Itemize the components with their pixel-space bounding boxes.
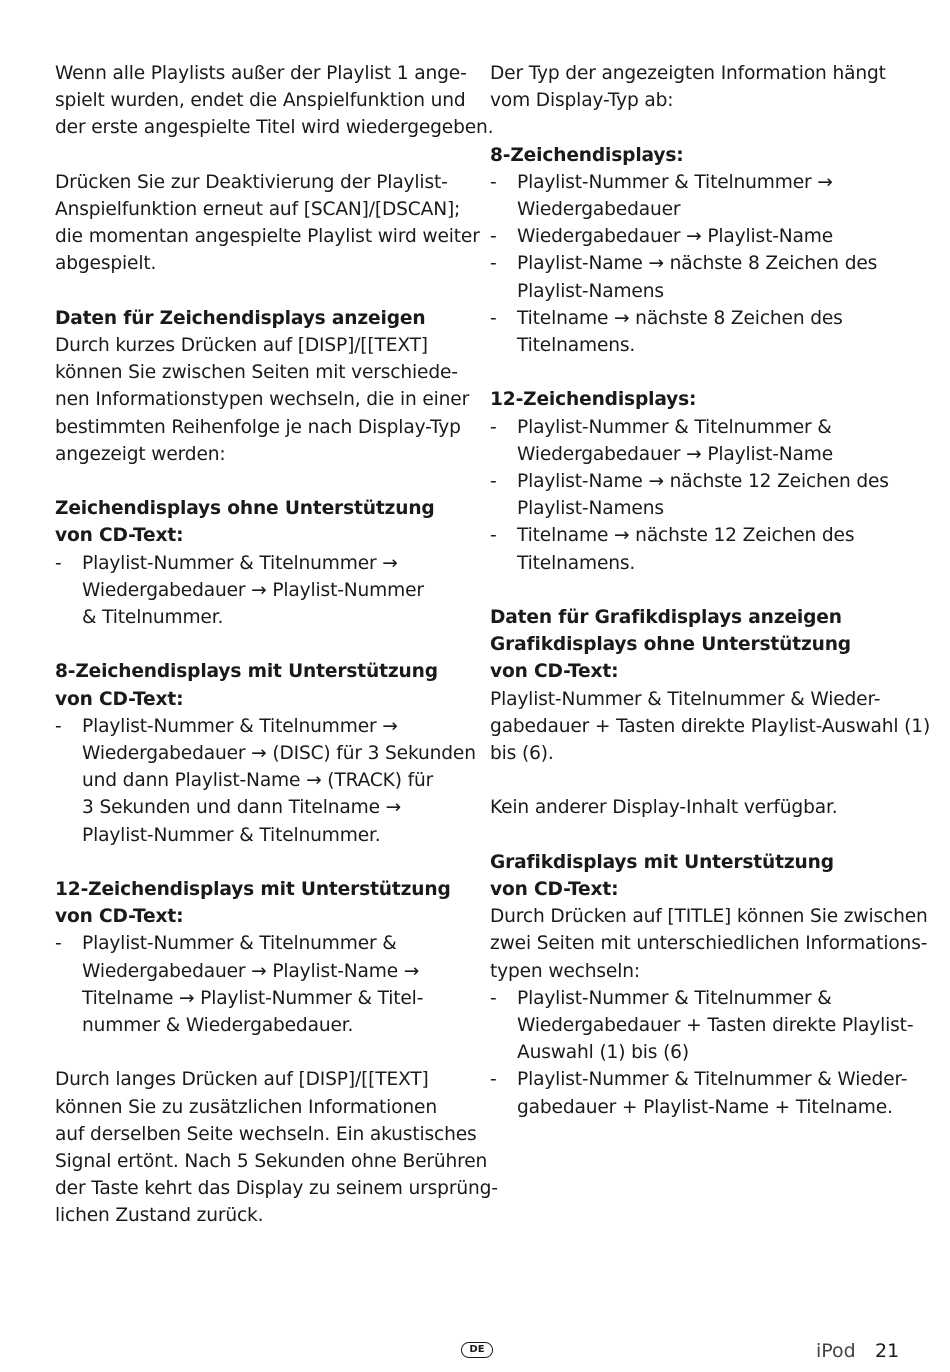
text-line: typen wechseln: bbox=[490, 960, 640, 982]
paragraph-no-other-content bbox=[490, 794, 905, 821]
list-item bbox=[55, 550, 465, 632]
list-item-line: Playlist-Namens bbox=[517, 498, 664, 520]
paragraph-scan-deactivate bbox=[55, 169, 480, 278]
text-line: Grafikdisplays mit Unterstützung bbox=[490, 851, 834, 873]
heading-graphic-displays: Daten für Grafikdisplays anzeigen bbox=[490, 607, 842, 629]
paragraph-long-press bbox=[55, 1066, 498, 1229]
list-item-line: Playlist-Nummer & Titelnummer & Wieder- bbox=[517, 1069, 908, 1091]
text-line: von CD-Text: bbox=[55, 906, 184, 928]
list-dash: - bbox=[490, 226, 497, 248]
text-line: der erste angespielte Titel wird wiedergegeben. bbox=[55, 117, 494, 139]
list-item-line: 3 Sekunden und dann Titelname → bbox=[82, 797, 402, 819]
text-line: bestimmten Reihenfolge je nach Display-Typ bbox=[55, 416, 461, 438]
footer-product-label: iPod bbox=[816, 1340, 856, 1362]
list-item-line: & Titelnummer. bbox=[82, 607, 224, 629]
list-12char-cdtext bbox=[55, 930, 465, 1039]
list-item-line: Auswahl (1) bis (6) bbox=[517, 1042, 689, 1064]
list-item bbox=[55, 713, 476, 849]
list-item-line: Wiedergabedauer → Playlist-Nummer bbox=[82, 579, 424, 601]
list-dash: - bbox=[490, 987, 497, 1009]
list-item-line: Playlist-Nummer & Titelnummer. bbox=[82, 824, 381, 846]
list-item bbox=[490, 223, 905, 250]
list-item bbox=[490, 250, 905, 304]
list-dash: - bbox=[55, 552, 62, 574]
list-item-line: Wiedergabedauer bbox=[517, 199, 681, 220]
list-item-line: und dann Playlist-Name → (TRACK) für bbox=[82, 770, 434, 792]
text-line: gabedauer + Tasten direkte Playlist-Auswahl (1) bbox=[490, 715, 931, 737]
list-dash: - bbox=[490, 416, 497, 438]
text-line: lichen Zustand zurück. bbox=[55, 1205, 264, 1227]
list-item-line: Wiedergabedauer → Playlist-Name bbox=[517, 443, 834, 465]
text-line: Durch kurzes Drücken auf [DISP]/[[TEXT] bbox=[55, 335, 428, 356]
heading-character-displays: Daten für Zeichendisplays anzeigen bbox=[55, 307, 426, 329]
text-line: von CD-Text: bbox=[490, 661, 619, 683]
list-item-line: nummer & Wiedergabedauer. bbox=[82, 1015, 354, 1037]
list-12char-displays bbox=[490, 414, 905, 577]
list-dash: - bbox=[490, 1069, 497, 1091]
text-line: abgespielt. bbox=[55, 253, 157, 275]
list-item bbox=[490, 985, 914, 1067]
list-8char-displays bbox=[490, 169, 905, 359]
list-item-line: Playlist-Nummer & Titelnummer & bbox=[82, 933, 397, 955]
text-line: zwei Seiten mit unterschiedlichen Informations- bbox=[490, 933, 928, 955]
text-line: angezeigt werden: bbox=[55, 443, 226, 465]
text-line: Grafikdisplays ohne Unterstützung bbox=[490, 634, 851, 656]
list-dash: - bbox=[490, 307, 497, 329]
text-line: Playlist-Nummer & Titelnummer & Wieder- bbox=[490, 688, 881, 710]
text-line: bis (6). bbox=[490, 743, 554, 765]
paragraph-title-press bbox=[490, 903, 928, 985]
list-item-line: Playlist-Name → nächste 8 Zeichen des bbox=[517, 253, 878, 275]
right-column bbox=[490, 60, 931, 1148]
list-item bbox=[490, 305, 905, 359]
heading-12char-displays: 12-Zeichendisplays: bbox=[490, 389, 697, 411]
list-dash: - bbox=[490, 253, 497, 275]
text-line: von CD-Text: bbox=[490, 879, 619, 901]
list-dash: - bbox=[55, 715, 62, 737]
text-line: Wenn alle Playlists außer der Playlist 1 ange- bbox=[55, 63, 467, 84]
heading-8char-cdtext bbox=[55, 658, 465, 712]
list-item-line: Titelname → nächste 8 Zeichen des bbox=[517, 307, 843, 329]
list-graphic-cdtext bbox=[490, 985, 914, 1121]
list-item bbox=[490, 1066, 908, 1120]
paragraph-display-type bbox=[490, 60, 905, 114]
list-item-line: Titelname → nächste 12 Zeichen des bbox=[517, 525, 855, 547]
list-item-line: Playlist-Nummer & Titelnummer → bbox=[82, 552, 398, 574]
text-line: Signal ertönt. Nach 5 Sekunden ohne Berühren bbox=[55, 1151, 488, 1173]
text-line: können Sie zu zusätzlichen Informationen bbox=[55, 1096, 437, 1118]
list-item-line: Titelnamens. bbox=[517, 552, 636, 574]
list-item-line: Playlist-Nummer & Titelnummer → bbox=[82, 715, 398, 737]
text-line: 12-Zeichendisplays mit Unterstützung bbox=[55, 879, 451, 901]
language-badge: DE bbox=[461, 1342, 493, 1358]
list-no-cdtext bbox=[55, 550, 465, 632]
paragraph-graphic-no-cdtext bbox=[490, 686, 931, 768]
text-line: Drücken Sie zur Deaktivierung der Playlist- bbox=[55, 171, 448, 193]
list-item bbox=[55, 930, 465, 1039]
heading-graphic-no-cdtext bbox=[490, 631, 905, 685]
list-item bbox=[490, 414, 905, 468]
list-dash: - bbox=[490, 471, 497, 493]
list-item-line: Titelname → Playlist-Nummer & Titel- bbox=[82, 987, 424, 1009]
list-item-line: Playlist-Name → nächste 12 Zeichen des bbox=[517, 471, 889, 493]
text-line: spielt wurden, endet die Anspielfunktion und bbox=[55, 90, 466, 112]
list-item-line: Playlist-Nummer & Titelnummer & bbox=[517, 987, 832, 1009]
text-line: Der Typ der angezeigten Information hängt bbox=[490, 63, 886, 84]
heading-graphic-cdtext bbox=[490, 849, 905, 903]
list-dash: - bbox=[490, 525, 497, 547]
heading-12char-cdtext bbox=[55, 876, 465, 930]
list-item bbox=[490, 468, 905, 522]
list-item-line: Wiedergabedauer + Tasten direkte Playlist- bbox=[517, 1015, 914, 1037]
paragraph-playlist-scan-end bbox=[55, 60, 494, 142]
text-line: Durch langes Drücken auf [DISP]/[[TEXT] bbox=[55, 1069, 429, 1091]
list-item-line: Titelnamens. bbox=[517, 335, 636, 357]
text-line: Kein anderer Display-Inhalt verfügbar. bbox=[490, 797, 838, 819]
list-item-line: Playlist-Nummer & Titelnummer → bbox=[517, 171, 833, 193]
list-dash: - bbox=[490, 171, 497, 193]
list-item-line: Wiedergabedauer → (DISC) für 3 Sekunden bbox=[82, 743, 476, 765]
text-line: vom Display-Typ ab: bbox=[490, 90, 674, 112]
text-line: von CD-Text: bbox=[55, 688, 184, 710]
list-8char-cdtext bbox=[55, 713, 476, 849]
list-item-line: Playlist-Nummer & Titelnummer & bbox=[517, 416, 832, 438]
list-item-line: Wiedergabedauer → Playlist-Name → bbox=[82, 960, 420, 982]
text-line: Zeichendisplays ohne Unterstützung bbox=[55, 498, 435, 520]
heading-8char-displays: 8-Zeichendisplays: bbox=[490, 144, 684, 166]
list-item bbox=[490, 169, 905, 223]
text-line: von CD-Text: bbox=[55, 525, 184, 547]
list-item bbox=[490, 522, 905, 576]
paragraph-short-press bbox=[55, 332, 470, 468]
text-line: Anspielfunktion erneut auf [SCAN]/[DSCAN]; bbox=[55, 199, 461, 220]
heading-no-cdtext bbox=[55, 495, 465, 549]
text-line: der Taste kehrt das Display zu seinem ursprüng- bbox=[55, 1178, 498, 1200]
text-line: Durch Drücken auf [TITLE] können Sie zwischen bbox=[490, 906, 928, 928]
list-item-line: gabedauer + Playlist-Name + Titelname. bbox=[517, 1096, 893, 1118]
text-line: auf derselben Seite wechseln. Ein akustisches bbox=[55, 1123, 477, 1145]
list-dash: - bbox=[55, 933, 62, 955]
left-column bbox=[55, 60, 498, 1257]
text-line: 8-Zeichendisplays mit Unterstützung bbox=[55, 661, 438, 683]
list-item-line: Wiedergabedauer → Playlist-Name bbox=[517, 226, 834, 248]
text-line: nen Informationstypen wechseln, die in einer bbox=[55, 389, 470, 411]
list-item-line: Playlist-Namens bbox=[517, 280, 664, 302]
text-line: die momentan angespielte Playlist wird weiter bbox=[55, 226, 480, 248]
text-line: können Sie zwischen Seiten mit verschiede- bbox=[55, 362, 458, 384]
page-number: 21 bbox=[875, 1340, 900, 1362]
